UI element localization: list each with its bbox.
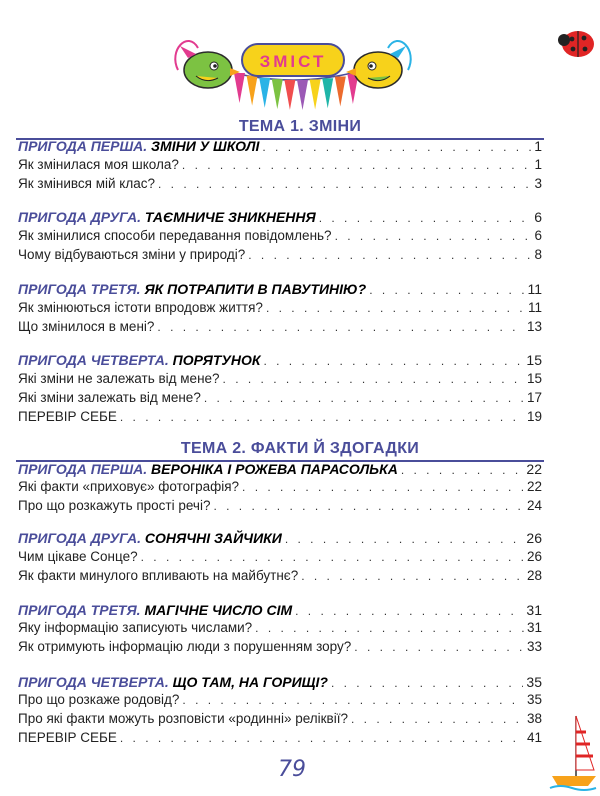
contents-title: ЗМІСТ — [259, 52, 327, 71]
page-ref: 13 — [526, 319, 542, 334]
theme-2-heading: ТЕМА 2. ФАКТИ Й ЗДОГАДКИ — [0, 440, 600, 458]
page-ref: 6 — [534, 228, 542, 243]
contents-banner — [168, 10, 418, 114]
adventure-label: ПРИГОДА ЧЕТВЕРТА. — [18, 674, 169, 690]
leader-dots — [157, 318, 524, 336]
toc-adventure[interactable] — [18, 673, 542, 691]
adventure-label: ПРИГОДА ПЕРША. — [18, 138, 148, 154]
toc-adventure[interactable] — [18, 280, 542, 298]
leader-dots — [120, 729, 524, 747]
page-ref: 28 — [526, 568, 542, 583]
leader-dots — [242, 478, 524, 496]
adventure-name: ПОРЯТУНОК — [172, 352, 261, 368]
leader-dots — [351, 710, 524, 728]
leader-dots — [295, 602, 523, 620]
page-ref: 24 — [526, 498, 542, 513]
toc-item-title: Як отримують інформацію люди з порушенням зору? — [18, 639, 352, 654]
toc-item-title: Про які факти можуть розповісти «родинні» реліквії? — [18, 711, 348, 726]
adventure-name: ЩО ТАМ, НА ГОРИЩІ? — [172, 674, 328, 690]
toc-item-title: Як змінився мій клас? — [18, 176, 155, 191]
toc-item-title: Про що розкажуть прості речі? — [18, 498, 211, 513]
toc-item-title: Чим цікаве Сонце? — [18, 549, 138, 564]
page-ref: 19 — [526, 409, 542, 424]
leader-dots — [120, 408, 524, 426]
bunting-flag — [247, 76, 258, 106]
toc-item-title: Які факти «приховує» фотографія? — [18, 479, 240, 494]
bunting-flag — [310, 79, 321, 109]
leader-dots — [255, 619, 524, 637]
leader-dots — [158, 175, 532, 193]
bunting-flag — [234, 73, 245, 103]
toc-adventure[interactable] — [18, 208, 542, 226]
toc-item[interactable] — [18, 710, 542, 728]
page-ref: 31 — [526, 602, 542, 618]
page-ref: 6 — [534, 209, 542, 225]
toc-item[interactable] — [18, 389, 542, 407]
toc-item[interactable] — [18, 478, 542, 496]
adventure-label: ПРИГОДА ДРУГА. — [18, 530, 141, 546]
leader-dots — [401, 461, 524, 479]
leader-dots — [182, 691, 524, 709]
toc-item-title: Як змінюються істоти впродовж життя? — [18, 300, 263, 315]
toc-item[interactable] — [18, 691, 542, 709]
page-ref: 1 — [534, 157, 542, 172]
toc-item[interactable] — [18, 175, 542, 193]
adventure-name: ЗМІНИ У ШКОЛІ — [151, 138, 260, 154]
toc-item[interactable] — [18, 619, 542, 637]
toc-item[interactable] — [18, 318, 542, 336]
toc-adventure[interactable] — [18, 529, 542, 547]
toc-item-title: Які зміни залежать від мене? — [18, 390, 201, 405]
leader-dots — [354, 638, 524, 656]
page-ref: 17 — [526, 390, 542, 405]
page-ref: 1 — [534, 138, 542, 154]
adventure-label: ПРИГОДА ТРЕТЯ. — [18, 281, 141, 297]
page-ref: 8 — [534, 247, 542, 262]
bunting-flag — [322, 78, 333, 108]
toc-item-title: Як змінилася моя школа? — [18, 157, 179, 172]
page-ref: 35 — [526, 692, 542, 707]
toc-adventure[interactable] — [18, 601, 542, 619]
toc-item-title: Які зміни не залежать від мене? — [18, 371, 220, 386]
leader-dots — [266, 299, 525, 317]
theme-1-heading: ТЕМА 1. ЗМІНИ — [0, 118, 600, 136]
page-ref: 3 — [534, 176, 542, 191]
toc-item-title: Як змінилися способи передавання повідомлень? — [18, 228, 332, 243]
page-number: 79 — [278, 757, 306, 782]
toc-item[interactable] — [18, 246, 542, 264]
leader-dots — [319, 209, 531, 227]
page-ref: 15 — [526, 371, 542, 386]
bunting-flag — [272, 79, 283, 109]
page-ref: 26 — [526, 549, 542, 564]
adventure-label: ПРИГОДА ЧЕТВЕРТА. — [18, 352, 169, 368]
toc-item[interactable] — [18, 567, 542, 585]
adventure-name: ЯК ПОТРАПИТИ В ПАВУТИНІЮ? — [144, 281, 367, 297]
adventure-name: СОНЯЧНІ ЗАЙЧИКИ — [144, 530, 282, 546]
page-ref: 15 — [526, 352, 542, 368]
bunting-flag — [335, 76, 346, 106]
page-ref: 26 — [526, 530, 542, 546]
bunting-flag — [297, 80, 308, 110]
toc-item[interactable] — [18, 156, 542, 174]
toc-item-title: Про що розкаже родовід? — [18, 692, 180, 707]
page-ref: 11 — [527, 281, 542, 297]
leader-dots — [301, 567, 524, 585]
toc-item-title: Яку інформацію записують числами? — [18, 620, 253, 635]
leader-dots — [263, 352, 523, 370]
bunting-flag — [284, 80, 295, 110]
adventure-label: ПРИГОДА ПЕРША. — [18, 461, 148, 477]
ladybug-icon — [556, 24, 596, 60]
page-ref: 22 — [526, 479, 542, 494]
toc-adventure[interactable] — [18, 460, 542, 478]
toc-item-title: ПЕРЕВІР СЕБЕ — [18, 409, 117, 424]
bird-left-icon — [180, 46, 240, 88]
page-ref: 38 — [526, 711, 542, 726]
page-ref: 35 — [526, 674, 542, 690]
leader-dots — [248, 246, 531, 264]
leader-dots — [369, 281, 524, 299]
toc-item-title: Що змінилося в мені? — [18, 319, 155, 334]
toc-item-title: Чому відбуваються зміни у природі? — [18, 247, 246, 262]
toc-item-title: ПЕРЕВІР СЕБЕ — [18, 730, 117, 745]
sailboat-icon — [548, 712, 598, 792]
toc-item[interactable] — [18, 299, 542, 317]
adventure-name: МАГІЧНЕ ЧИСЛО СІМ — [144, 602, 293, 618]
toc-adventure[interactable] — [18, 137, 542, 155]
bunting-flag — [259, 78, 270, 108]
toc-item[interactable] — [18, 227, 542, 245]
page-ref: 41 — [526, 730, 542, 745]
toc-item-title: Як факти минулого впливають на майбутнє? — [18, 568, 299, 583]
adventure-label: ПРИГОДА ДРУГА. — [18, 209, 141, 225]
leader-dots — [141, 548, 524, 566]
leader-dots — [213, 497, 524, 515]
page-ref: 22 — [526, 461, 542, 477]
toc-item[interactable] — [18, 370, 542, 388]
adventure-name: ВЕРОНІКА І РОЖЕВА ПАРАСОЛЬКА — [151, 461, 398, 477]
page-ref: 31 — [526, 620, 542, 635]
toc-item[interactable] — [18, 638, 542, 656]
bunting-flags — [234, 73, 358, 110]
leader-dots — [331, 674, 523, 692]
page-ref: 33 — [526, 639, 542, 654]
leader-dots — [182, 156, 532, 174]
toc-adventure[interactable] — [18, 351, 542, 369]
leader-dots — [335, 227, 532, 245]
page-ref: 11 — [527, 300, 542, 315]
toc-item[interactable] — [18, 729, 542, 747]
leader-dots — [223, 370, 524, 388]
toc-item[interactable] — [18, 548, 542, 566]
adventure-name: ТАЄМНИЧЕ ЗНИКНЕННЯ — [144, 209, 316, 225]
leader-dots — [262, 138, 531, 156]
adventure-label: ПРИГОДА ТРЕТЯ. — [18, 602, 141, 618]
toc-item[interactable] — [18, 497, 542, 515]
toc-item[interactable] — [18, 408, 542, 426]
leader-dots — [285, 530, 524, 548]
leader-dots — [204, 389, 524, 407]
